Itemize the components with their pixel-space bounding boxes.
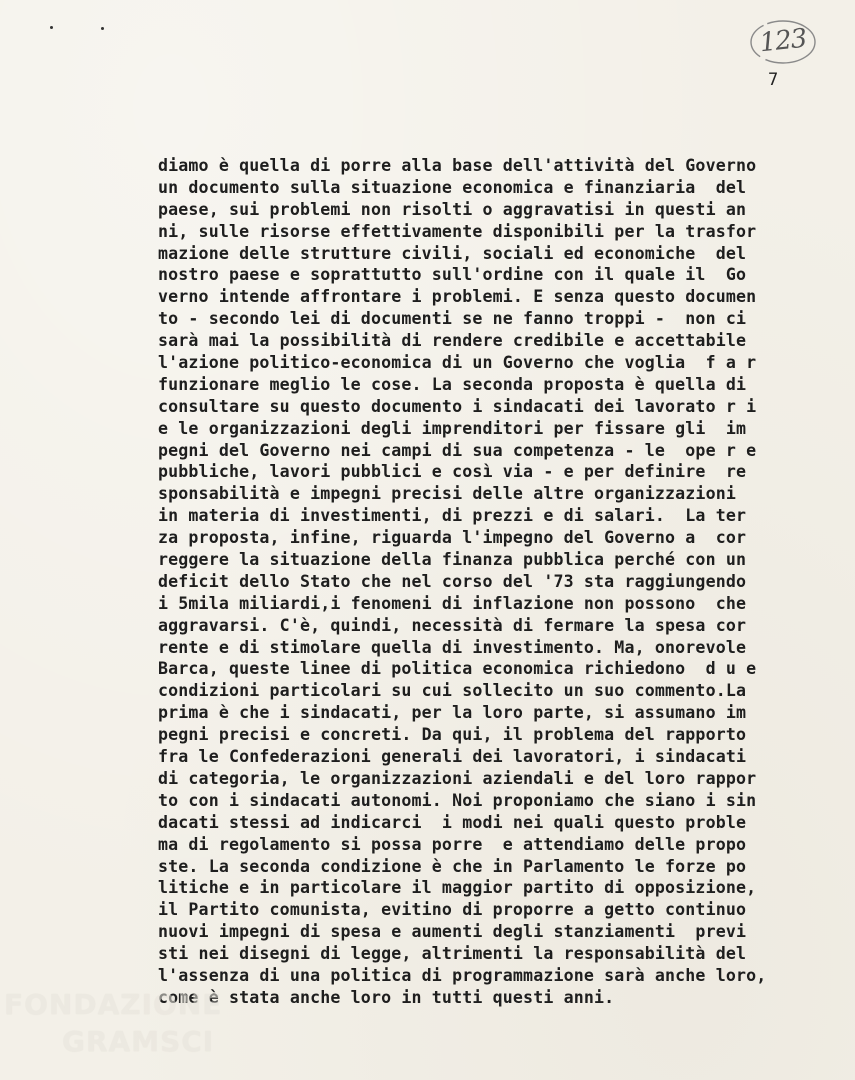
text-line: litiche e in particolare il maggior partito di opposizione, — [158, 878, 757, 898]
watermark-line: GRAMSCI — [62, 1025, 215, 1058]
text-line: Barca, queste linee di politica economica richiedono d u e — [158, 659, 757, 679]
text-line: l'assenza di una politica di programmazione sarà anche loro, — [158, 965, 767, 985]
ink-speck — [101, 27, 104, 30]
text-line: fra le Confederazioni generali dei lavoratori, i sindacati — [158, 747, 747, 767]
text-line: mazione delle strutture civili, sociali ed economiche del — [158, 243, 747, 263]
text-line: pegni del Governo nei campi di sua competenza - le ope r e — [158, 440, 757, 460]
text-line: ste. La seconda condizione è che in Parlamento le forze po — [158, 856, 747, 876]
text-line: nostro paese e soprattutto sull'ordine con il quale il Go — [158, 265, 747, 285]
text-line: l'azione politico-economica di un Governo che voglia f a r — [158, 353, 757, 373]
archive-number: 123 — [758, 23, 808, 59]
text-line: ni, sulle risorse effettivamente disponibili per la trasfor — [158, 221, 757, 241]
text-line: ma di regolamento si possa porre e attendiamo delle propo — [158, 834, 747, 854]
text-line: diamo è quella di porre alla base dell'attività del Governo — [158, 156, 757, 175]
text-line: reggere la situazione della finanza pubblica perché con un — [158, 550, 747, 570]
text-line: condizioni particolari su cui sollecito un suo commento.La — [158, 681, 747, 701]
text-line: come è stata anche loro in tutti questi anni. — [158, 987, 615, 1007]
text-line: paese, sui problemi non risolti o aggravatisi in questi an — [158, 199, 747, 219]
text-line: nuovi impegni di spesa e aumenti degli stanziamenti previ — [158, 922, 747, 942]
text-line: il Partito comunista, evitino di proporre a getto continuo — [158, 900, 747, 920]
text-line: sponsabilità e impegni precisi delle altre organizzazioni — [158, 484, 736, 504]
text-line: consultare su questo documento i sindacati dei lavorato r i — [158, 396, 757, 416]
text-line: in materia di investimenti, di prezzi e di salari. La ter — [158, 506, 747, 526]
page-number: 7 — [768, 70, 779, 90]
text-line: funzionare meglio le cose. La seconda proposta è quella di — [158, 374, 747, 394]
text-line: un documento sulla situazione economica e finanziaria del — [158, 177, 747, 197]
text-line: to con i sindacati autonomi. Noi proponiamo che siano i sin — [158, 790, 757, 810]
text-line: deficit dello Stato che nel corso del '73 sta raggiungendo — [158, 571, 747, 591]
text-line: sti nei disegni di legge, altrimenti la responsabilità del — [158, 944, 747, 964]
typewritten-body — [158, 155, 798, 1009]
text-line: rente e di stimolare quella di investimento. Ma, onorevole — [158, 637, 747, 657]
text-line: verno intende affrontare i problemi. E senza questo documen — [158, 287, 757, 307]
text-line: pubbliche, lavori pubblici e così via - e per definire re — [158, 462, 747, 482]
text-line: di categoria, le organizzazioni aziendali e del loro rappor — [158, 768, 757, 788]
text-line: za proposta, infine, riguarda l'impegno del Governo a cor — [158, 528, 747, 548]
text-line: to - secondo lei di documenti se ne fanno troppi - non ci — [158, 309, 747, 329]
text-line: prima è che i sindacati, per la loro parte, si assumano im — [158, 703, 747, 723]
text-line: sarà mai la possibilità di rendere credibile e accettabile — [158, 331, 747, 351]
watermark-line: FONDAZIONE — [4, 988, 223, 1021]
archive-watermark — [4, 988, 264, 1080]
text-line: pegni precisi e concreti. Da qui, il problema del rapporto — [158, 725, 747, 745]
text-line: e le organizzazioni degli imprenditori per fissare gli im — [158, 418, 747, 438]
text-line: aggravarsi. C'è, quindi, necessità di fermare la spesa cor — [158, 615, 747, 635]
text-line: i 5mila miliardi,i fenomeni di inflazione non possono che — [158, 593, 747, 613]
text-line: dacati stessi ad indicarci i modi nei quali questo proble — [158, 812, 747, 832]
ink-speck — [50, 26, 53, 29]
